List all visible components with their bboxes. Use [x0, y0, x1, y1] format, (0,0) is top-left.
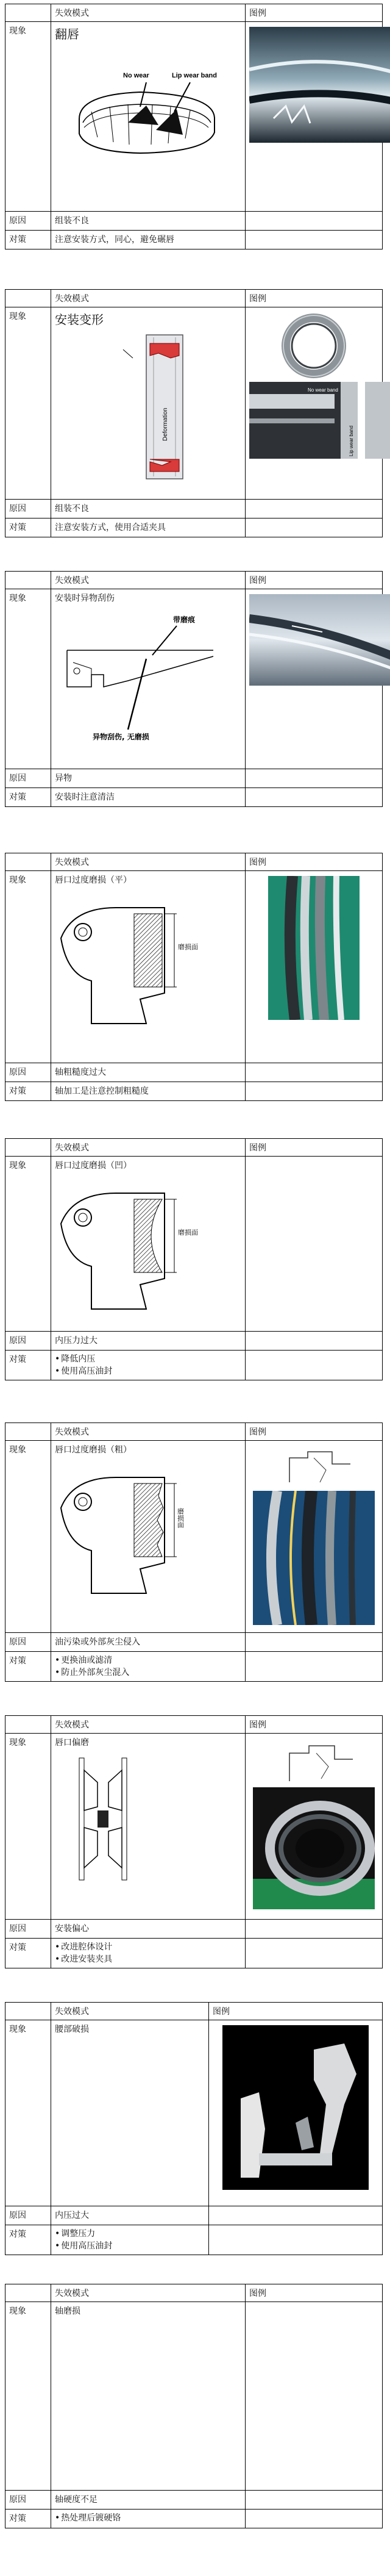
example-cell	[246, 1441, 383, 1633]
phenomenon-label: 现象	[5, 871, 51, 1063]
cause-empty	[246, 500, 383, 518]
measure-item: 安装时注意清洁	[55, 792, 115, 802]
wear-face-label: 磨损面	[178, 943, 198, 951]
failure-title: 安装时异物刮伤	[55, 594, 115, 603]
measure-item: • 热处理后镀硬铬	[55, 2512, 241, 2524]
phenomenon-cell	[51, 2302, 246, 2491]
with-wear-label: 带磨痕	[173, 615, 196, 624]
example-cell	[246, 1157, 383, 1332]
failure-table-7	[5, 1715, 383, 1968]
failure-table-5	[5, 1138, 383, 1380]
failure-table-4	[5, 853, 383, 1101]
countermeasure-empty	[246, 788, 383, 807]
deformation-diagram	[55, 331, 232, 484]
cause-label: 原因	[5, 1633, 51, 1652]
cause-label: 原因	[5, 1332, 51, 1351]
phenomenon-label: 现象	[5, 1734, 51, 1920]
countermeasure-empty	[246, 1652, 383, 1682]
wear-face-label: 磨损面	[178, 1229, 198, 1236]
rough-wear-sketch	[253, 1446, 375, 1488]
lip-wear-band-label: Lip wear band	[349, 425, 354, 456]
blank-cell	[5, 4, 51, 22]
countermeasure-empty	[209, 2225, 383, 2255]
phenomenon-cell	[51, 2020, 209, 2206]
countermeasure-value	[51, 2510, 246, 2528]
measure-item: • 改进腔体设计	[55, 1941, 241, 1953]
wear-band-photo	[249, 382, 390, 459]
deformation-label: Deformation	[162, 407, 169, 441]
mode-header: 失效模式	[51, 572, 246, 589]
blank-cell	[5, 572, 51, 589]
countermeasure-value	[51, 1351, 246, 1380]
blank-cell	[5, 2003, 51, 2020]
lip-flip-diagram	[55, 46, 232, 168]
cause-value: 异物	[51, 769, 246, 788]
cause-empty	[246, 769, 383, 788]
cause-value: 内压过大	[51, 2206, 209, 2225]
scratch-label: 异物刮伤, 无磨损	[93, 733, 149, 741]
failure-title: 翻唇	[55, 27, 79, 41]
phenomenon-cell	[51, 589, 246, 769]
phenomenon-cell	[51, 1734, 246, 1920]
failure-title: 唇口过度磨损（凹）	[55, 1161, 132, 1171]
cause-empty	[246, 1920, 383, 1939]
example-header: 图例	[246, 290, 383, 307]
foreign-scratch-diagram	[55, 608, 232, 742]
example-header: 图例	[246, 4, 383, 22]
example-cell	[209, 2020, 383, 2206]
countermeasure-value	[51, 1082, 246, 1101]
blank-cell	[5, 2284, 51, 2302]
mode-header: 失效模式	[51, 2284, 246, 2302]
blank-cell	[5, 1423, 51, 1441]
phenomenon-cell	[51, 1157, 246, 1332]
measure-item: • 调整压力	[55, 2228, 205, 2240]
phenomenon-label: 现象	[5, 307, 51, 500]
flat-wear-photo	[268, 876, 360, 1020]
cause-empty	[246, 212, 383, 231]
example-header: 图例	[209, 2003, 383, 2020]
failure-title: 安装变形	[55, 312, 104, 327]
blank-cell	[5, 1716, 51, 1734]
eccentric-wear-sketch	[253, 1738, 375, 1785]
measure-item: 注意安装方式，同心，避免碾唇	[55, 235, 174, 245]
cause-label: 原因	[5, 212, 51, 231]
cause-label: 原因	[5, 500, 51, 518]
measure-item: 注意安装方式，使用合适夹具	[55, 523, 166, 533]
wear-face-label: 磨损面	[176, 1508, 185, 1528]
measure-item: • 更换油或滤清	[55, 1654, 241, 1667]
example-cell	[246, 2302, 383, 2491]
countermeasure-value	[51, 231, 246, 249]
cause-value: 轴硬度不足	[51, 2491, 246, 2510]
countermeasure-label: 对策	[5, 1082, 51, 1101]
phenomenon-cell	[51, 1441, 246, 1633]
countermeasure-label: 对策	[5, 1351, 51, 1380]
cause-value: 油污染或外部灰尘侵入	[51, 1633, 246, 1652]
example-header: 图例	[246, 1139, 383, 1157]
failure-table-9	[5, 2284, 383, 2528]
cause-value: 内压力过大	[51, 1332, 246, 1351]
cause-value: 安装偏心	[51, 1920, 246, 1939]
mode-header: 失效模式	[51, 853, 246, 871]
mode-header: 失效模式	[51, 4, 246, 22]
countermeasure-label: 对策	[5, 2225, 51, 2255]
failure-title: 唇口过度磨损（粗）	[55, 1445, 132, 1455]
cause-label: 原因	[5, 769, 51, 788]
cause-label: 原因	[5, 1063, 51, 1082]
mode-header: 失效模式	[51, 1139, 246, 1157]
cause-label: 原因	[5, 1920, 51, 1939]
cause-value: 组装不良	[51, 212, 246, 231]
failure-title: 唇口偏磨	[55, 1738, 89, 1748]
cause-empty	[246, 2491, 383, 2510]
countermeasure-label: 对策	[5, 788, 51, 807]
countermeasure-value	[51, 518, 246, 537]
lip-wear-band-label: Lip wear band	[172, 72, 217, 79]
failure-table-3	[5, 571, 383, 807]
example-header: 图例	[246, 1423, 383, 1441]
countermeasure-label: 对策	[5, 518, 51, 537]
rough-wear-diagram	[55, 1459, 232, 1599]
measure-item: • 降低内压	[55, 1353, 241, 1365]
blank-cell	[5, 290, 51, 307]
example-cell	[246, 589, 383, 769]
example-header: 图例	[246, 572, 383, 589]
mode-header: 失效模式	[51, 2003, 209, 2020]
countermeasure-empty	[246, 1939, 383, 1968]
countermeasure-value	[51, 2225, 209, 2255]
countermeasure-value	[51, 788, 246, 807]
measure-item: 轴加工是注意控制粗糙度	[55, 1086, 149, 1096]
blank-cell	[5, 1139, 51, 1157]
example-cell	[246, 22, 383, 212]
countermeasure-empty	[246, 2510, 383, 2528]
eccentric-wear-photo	[253, 1787, 375, 1909]
countermeasure-value	[51, 1652, 246, 1682]
countermeasure-empty	[246, 518, 383, 537]
countermeasure-label: 对策	[5, 231, 51, 249]
countermeasure-label: 对策	[5, 2510, 51, 2528]
phenomenon-cell	[51, 871, 246, 1063]
waist-damage-photo	[222, 2025, 369, 2190]
cause-empty	[246, 1063, 383, 1082]
cause-value: 轴粗糙度过大	[51, 1063, 246, 1082]
scratch-photo	[249, 594, 390, 686]
failure-table-6	[5, 1423, 383, 1682]
example-header: 图例	[246, 1716, 383, 1734]
measure-item: • 使用高压油封	[55, 2240, 205, 2252]
phenomenon-cell	[51, 22, 246, 212]
concave-wear-diagram	[55, 1175, 232, 1315]
no-wear-band-label: No wear band	[308, 387, 338, 393]
countermeasure-value	[51, 1939, 246, 1968]
example-cell	[246, 871, 383, 1063]
lip-flip-photo	[249, 27, 390, 143]
mode-header: 失效模式	[51, 290, 246, 307]
failure-title: 唇口过度磨损（平）	[55, 875, 132, 885]
countermeasure-empty	[246, 1351, 383, 1380]
failure-table-8	[5, 2002, 383, 2255]
blank-cell	[5, 853, 51, 871]
phenomenon-label: 现象	[5, 1441, 51, 1633]
countermeasure-empty	[246, 231, 383, 249]
phenomenon-label: 现象	[5, 2020, 51, 2206]
countermeasure-empty	[246, 1082, 383, 1101]
failure-title: 腰部破损	[55, 2025, 89, 2034]
phenomenon-label: 现象	[5, 2302, 51, 2491]
measure-item: • 使用高压油封	[55, 1365, 241, 1377]
countermeasure-label: 对策	[5, 1652, 51, 1682]
failure-title: 轴磨损	[55, 2306, 80, 2316]
no-wear-label: No wear	[123, 72, 149, 79]
phenomenon-cell	[51, 307, 246, 500]
mode-header: 失效模式	[51, 1716, 246, 1734]
cause-value: 组装不良	[51, 500, 246, 518]
phenomenon-label: 现象	[5, 589, 51, 769]
eccentric-wear-diagram	[55, 1752, 232, 1886]
example-header: 图例	[246, 2284, 383, 2302]
cause-label: 原因	[5, 2491, 51, 2510]
failure-table-2	[5, 289, 383, 537]
cause-empty	[246, 1633, 383, 1652]
example-cell	[246, 307, 383, 500]
rough-wear-photo	[253, 1491, 375, 1625]
phenomenon-label: 现象	[5, 1157, 51, 1332]
cause-empty	[246, 1332, 383, 1351]
countermeasure-label: 对策	[5, 1939, 51, 1968]
seal-ring-photo	[277, 312, 350, 379]
cause-empty	[209, 2206, 383, 2225]
example-cell	[246, 1734, 383, 1920]
measure-item: • 防止外部灰尘混入	[55, 1667, 241, 1679]
flat-wear-diagram	[55, 889, 232, 1030]
cause-label: 原因	[5, 2206, 51, 2225]
mode-header: 失效模式	[51, 1423, 246, 1441]
measure-item: • 改进安装夹具	[55, 1953, 241, 1965]
phenomenon-label: 现象	[5, 22, 51, 212]
example-header: 图例	[246, 853, 383, 871]
failure-table-1	[5, 4, 383, 249]
